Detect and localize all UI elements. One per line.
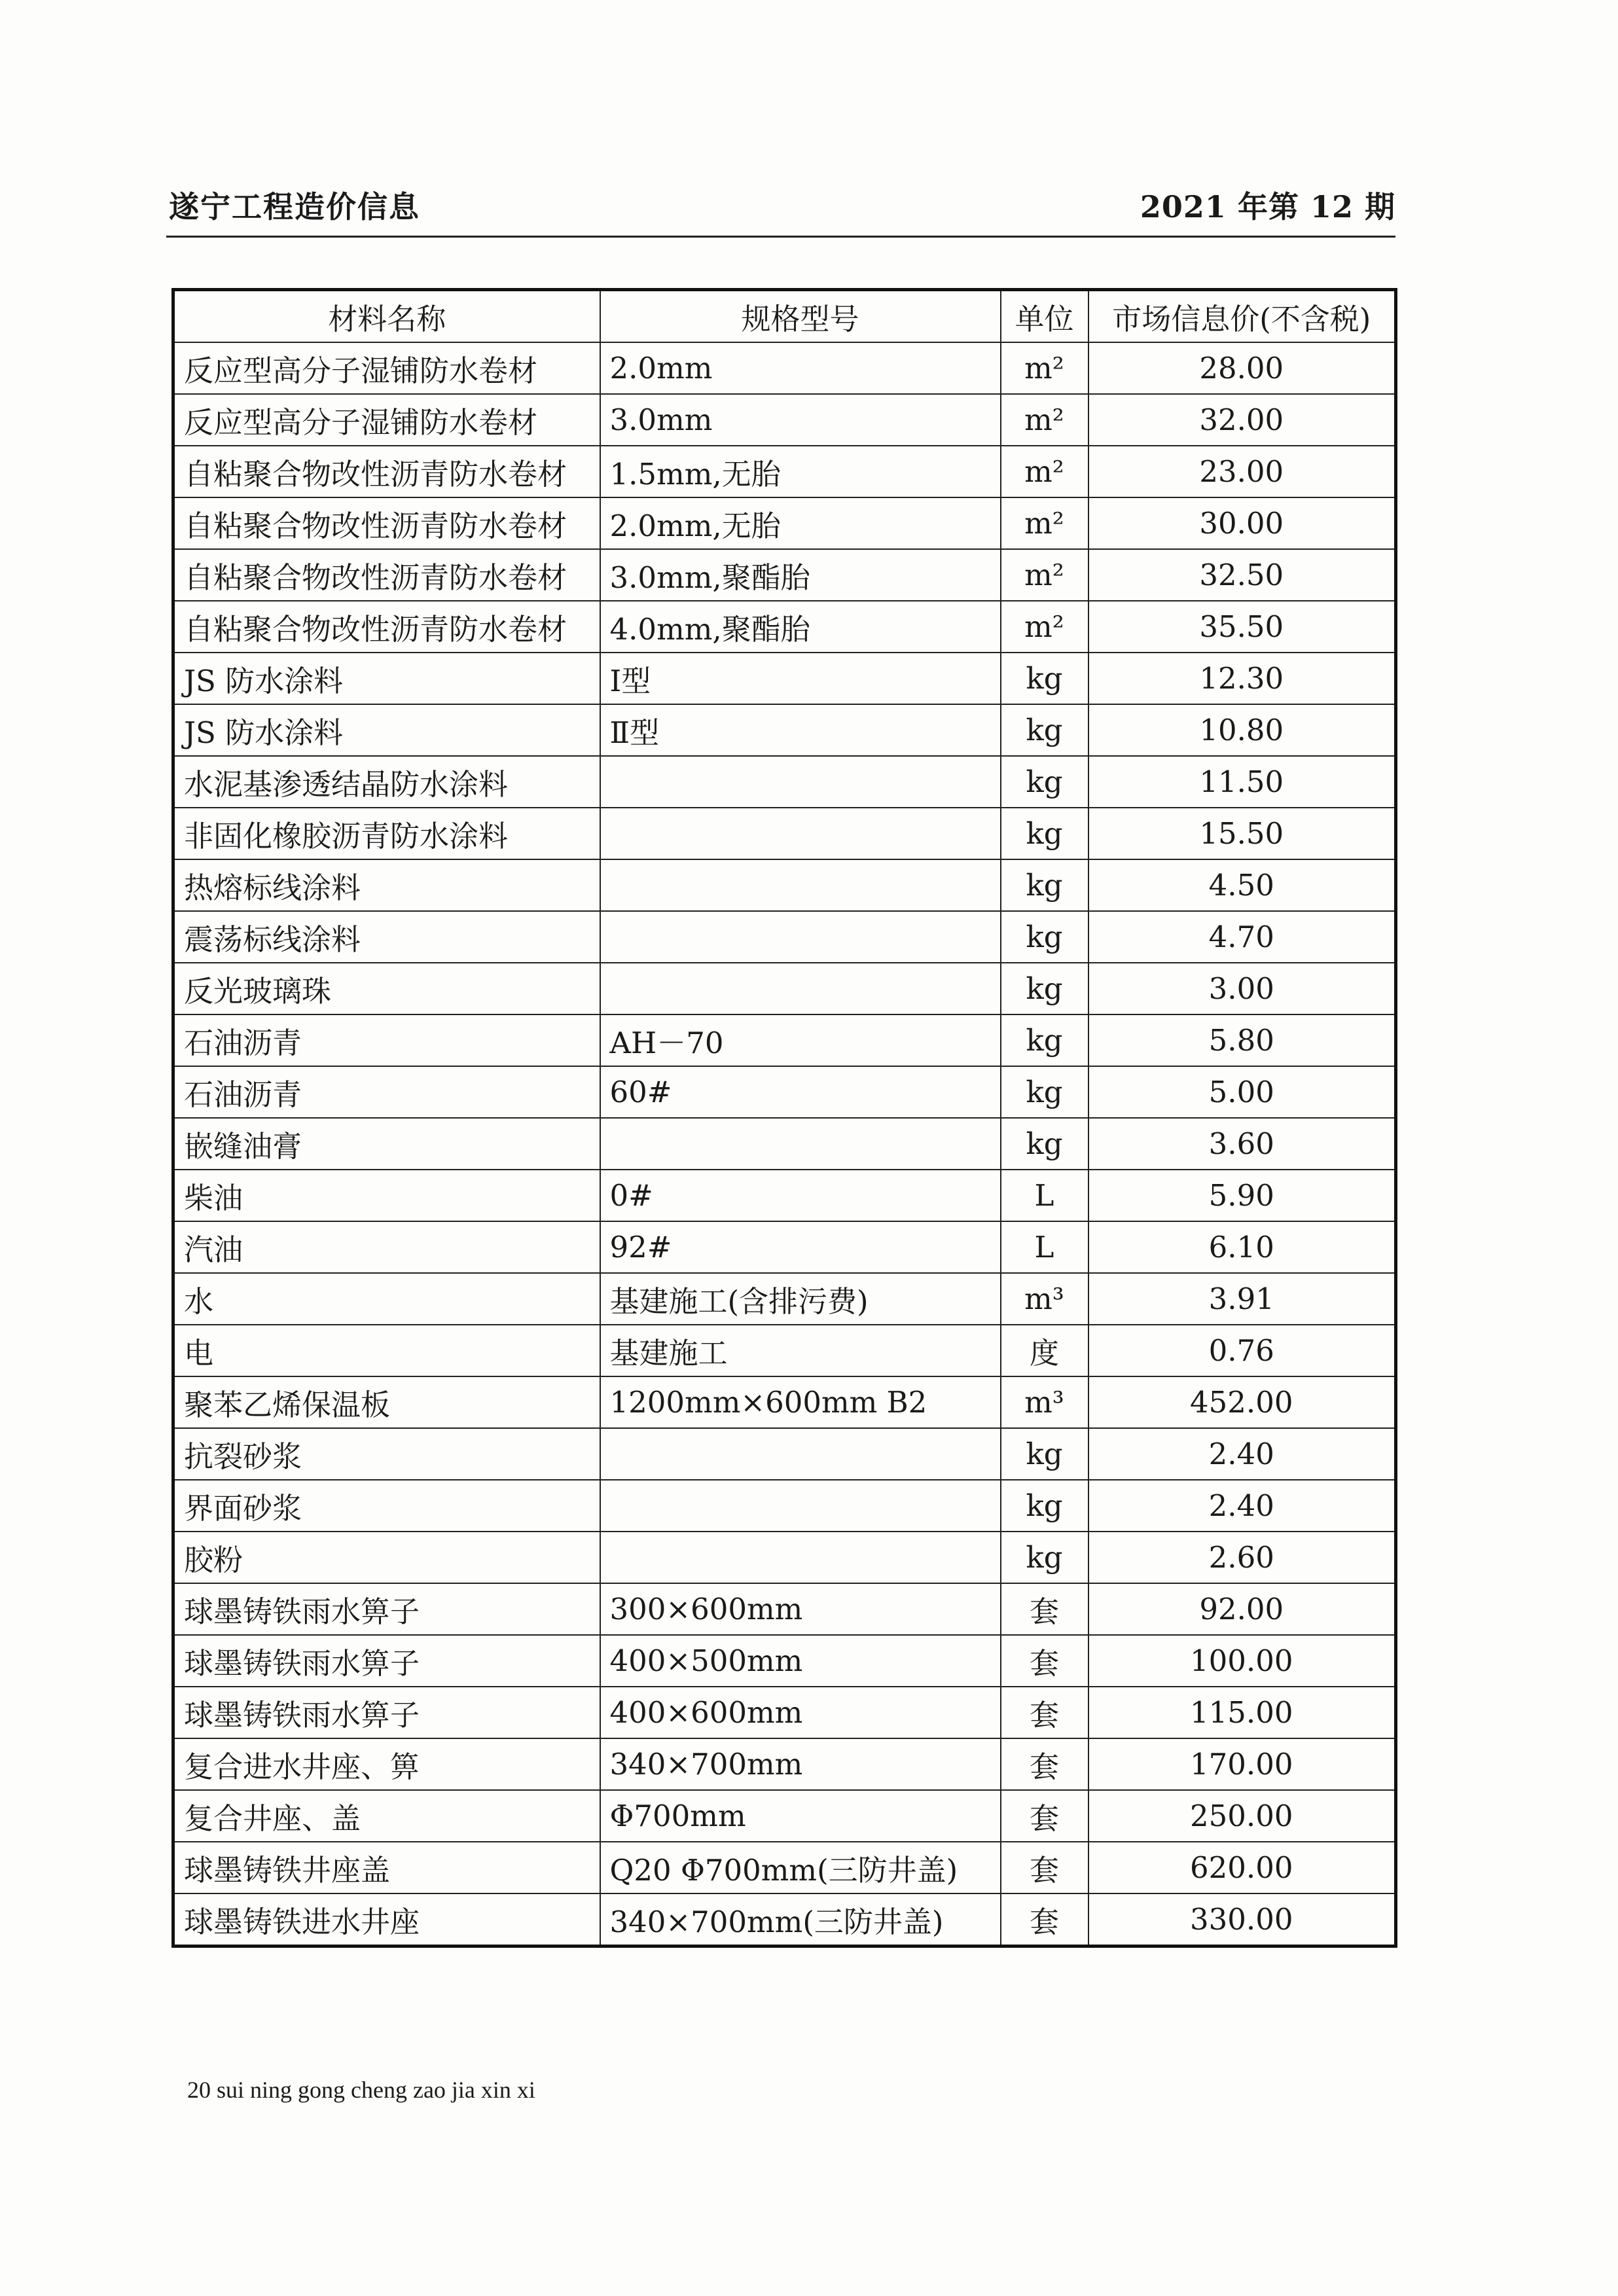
cell-price: 30.00 bbox=[1088, 497, 1396, 549]
page-footer: 20 sui ning gong cheng zao jia xin xi bbox=[187, 2077, 535, 2103]
cell-spec: 340×700mm bbox=[600, 1738, 1001, 1790]
table-row bbox=[173, 653, 1396, 704]
cell-unit: kg bbox=[1001, 756, 1088, 808]
cell-spec bbox=[600, 1428, 1001, 1480]
cell-price: 3.60 bbox=[1088, 1118, 1396, 1170]
cell-price: 115.00 bbox=[1088, 1687, 1396, 1738]
table-row bbox=[173, 342, 1396, 394]
issue-number: 2021 年第 12 期 bbox=[1140, 189, 1395, 224]
cell-unit: kg bbox=[1001, 704, 1088, 756]
cell-spec bbox=[600, 911, 1001, 963]
cell-price: 3.00 bbox=[1088, 963, 1396, 1014]
cell-material-name: 柴油 bbox=[173, 1170, 600, 1221]
cell-spec: 基建施工(含排污费) bbox=[600, 1273, 1001, 1325]
cell-material-name: JS 防水涂料 bbox=[173, 653, 600, 704]
cell-material-name: 反应型高分子湿铺防水卷材 bbox=[173, 394, 600, 446]
cell-spec: 60# bbox=[600, 1066, 1001, 1118]
cell-material-name: 嵌缝油膏 bbox=[173, 1118, 600, 1170]
cell-unit: 套 bbox=[1001, 1635, 1088, 1687]
cell-spec bbox=[600, 859, 1001, 911]
cell-price: 4.50 bbox=[1088, 859, 1396, 911]
cell-unit: 度 bbox=[1001, 1325, 1088, 1376]
cell-spec: 3.0mm,聚酯胎 bbox=[600, 549, 1001, 601]
cell-unit: m² bbox=[1001, 446, 1088, 497]
cell-price: 3.91 bbox=[1088, 1273, 1396, 1325]
cell-unit: kg bbox=[1001, 1066, 1088, 1118]
table-header-row bbox=[173, 290, 1396, 343]
cell-material-name: 水 bbox=[173, 1273, 600, 1325]
cell-unit: kg bbox=[1001, 911, 1088, 963]
cell-material-name: JS 防水涂料 bbox=[173, 704, 600, 756]
cell-material-name: 复合井座、盖 bbox=[173, 1790, 600, 1842]
cell-price: 620.00 bbox=[1088, 1842, 1396, 1893]
cell-spec bbox=[600, 1480, 1001, 1532]
cell-unit: 套 bbox=[1001, 1687, 1088, 1738]
cell-spec: 1.5mm,无胎 bbox=[600, 446, 1001, 497]
cell-material-name: 石油沥青 bbox=[173, 1014, 600, 1066]
cell-unit: 套 bbox=[1001, 1790, 1088, 1842]
table-row bbox=[173, 497, 1396, 549]
cell-spec: Ⅱ型 bbox=[600, 704, 1001, 756]
cell-spec: Φ700mm bbox=[600, 1790, 1001, 1842]
cell-material-name: 球墨铸铁雨水箅子 bbox=[173, 1687, 600, 1738]
cell-spec: 400×500mm bbox=[600, 1635, 1001, 1687]
cell-price: 6.10 bbox=[1088, 1221, 1396, 1273]
cell-price: 4.70 bbox=[1088, 911, 1396, 963]
cell-spec: 基建施工 bbox=[600, 1325, 1001, 1376]
cell-material-name: 自粘聚合物改性沥青防水卷材 bbox=[173, 446, 600, 497]
cell-spec bbox=[600, 756, 1001, 808]
cell-unit: kg bbox=[1001, 808, 1088, 859]
cell-material-name: 球墨铸铁进水井座 bbox=[173, 1893, 600, 1946]
cell-material-name: 水泥基渗透结晶防水涂料 bbox=[173, 756, 600, 808]
cell-spec: Q20 Φ700mm(三防井盖) bbox=[600, 1842, 1001, 1893]
table-row bbox=[173, 1014, 1396, 1066]
cell-unit: kg bbox=[1001, 1014, 1088, 1066]
table-row bbox=[173, 1273, 1396, 1325]
cell-price: 330.00 bbox=[1088, 1893, 1396, 1946]
table-row bbox=[173, 859, 1396, 911]
table-row bbox=[173, 1118, 1396, 1170]
cell-unit: kg bbox=[1001, 653, 1088, 704]
column-header-unit: 单位 bbox=[1001, 290, 1088, 343]
cell-price: 92.00 bbox=[1088, 1583, 1396, 1635]
table-row bbox=[173, 1842, 1396, 1893]
cell-material-name: 胶粉 bbox=[173, 1532, 600, 1583]
cell-unit: kg bbox=[1001, 1118, 1088, 1170]
cell-material-name: 球墨铸铁井座盖 bbox=[173, 1842, 600, 1893]
table-row bbox=[173, 963, 1396, 1014]
price-table-body bbox=[173, 342, 1396, 1946]
cell-price: 5.00 bbox=[1088, 1066, 1396, 1118]
cell-material-name: 球墨铸铁雨水箅子 bbox=[173, 1635, 600, 1687]
cell-price: 0.76 bbox=[1088, 1325, 1396, 1376]
table-row bbox=[173, 1428, 1396, 1480]
cell-unit: 套 bbox=[1001, 1893, 1088, 1946]
cell-material-name: 非固化橡胶沥青防水涂料 bbox=[173, 808, 600, 859]
table-row bbox=[173, 911, 1396, 963]
cell-material-name: 震荡标线涂料 bbox=[173, 911, 600, 963]
column-header-price: 市场信息价(不含税) bbox=[1088, 290, 1396, 343]
cell-spec: 2.0mm bbox=[600, 342, 1001, 394]
table-row bbox=[173, 1376, 1396, 1428]
cell-unit: kg bbox=[1001, 859, 1088, 911]
column-header-name: 材料名称 bbox=[173, 290, 600, 343]
cell-price: 28.00 bbox=[1088, 342, 1396, 394]
table-row bbox=[173, 1325, 1396, 1376]
cell-spec bbox=[600, 1532, 1001, 1583]
cell-spec bbox=[600, 1118, 1001, 1170]
table-row bbox=[173, 446, 1396, 497]
table-row bbox=[173, 1480, 1396, 1532]
cell-unit: m² bbox=[1001, 601, 1088, 653]
table-row bbox=[173, 549, 1396, 601]
cell-price: 5.90 bbox=[1088, 1170, 1396, 1221]
cell-material-name: 热熔标线涂料 bbox=[173, 859, 600, 911]
cell-unit: L bbox=[1001, 1221, 1088, 1273]
table-row bbox=[173, 1687, 1396, 1738]
cell-price: 2.40 bbox=[1088, 1428, 1396, 1480]
cell-material-name: 界面砂浆 bbox=[173, 1480, 600, 1532]
cell-spec: 3.0mm bbox=[600, 394, 1001, 446]
column-header-spec: 规格型号 bbox=[600, 290, 1001, 343]
cell-unit: L bbox=[1001, 1170, 1088, 1221]
cell-spec: 400×600mm bbox=[600, 1687, 1001, 1738]
cell-price: 452.00 bbox=[1088, 1376, 1396, 1428]
cell-unit: kg bbox=[1001, 1480, 1088, 1532]
cell-spec bbox=[600, 963, 1001, 1014]
cell-unit: m² bbox=[1001, 497, 1088, 549]
table-row bbox=[173, 1532, 1396, 1583]
price-table bbox=[171, 288, 1397, 1948]
table-row bbox=[173, 1066, 1396, 1118]
cell-material-name: 抗裂砂浆 bbox=[173, 1428, 600, 1480]
cell-spec: 92# bbox=[600, 1221, 1001, 1273]
table-row bbox=[173, 1635, 1396, 1687]
table-row bbox=[173, 1893, 1396, 1946]
table-row bbox=[173, 1221, 1396, 1273]
cell-unit: m² bbox=[1001, 342, 1088, 394]
table-row bbox=[173, 601, 1396, 653]
cell-price: 5.80 bbox=[1088, 1014, 1396, 1066]
table-row bbox=[173, 1170, 1396, 1221]
cell-spec: 2.0mm,无胎 bbox=[600, 497, 1001, 549]
cell-material-name: 复合进水井座、箅 bbox=[173, 1738, 600, 1790]
table-row bbox=[173, 808, 1396, 859]
cell-unit: 套 bbox=[1001, 1738, 1088, 1790]
cell-material-name: 电 bbox=[173, 1325, 600, 1376]
cell-price: 250.00 bbox=[1088, 1790, 1396, 1842]
cell-price: 11.50 bbox=[1088, 756, 1396, 808]
cell-unit: 套 bbox=[1001, 1583, 1088, 1635]
cell-spec: 0# bbox=[600, 1170, 1001, 1221]
cell-unit: m³ bbox=[1001, 1273, 1088, 1325]
publication-title: 遂宁工程造价信息 bbox=[169, 189, 420, 224]
cell-material-name: 聚苯乙烯保温板 bbox=[173, 1376, 600, 1428]
table-row bbox=[173, 1738, 1396, 1790]
cell-material-name: 自粘聚合物改性沥青防水卷材 bbox=[173, 601, 600, 653]
cell-price: 2.40 bbox=[1088, 1480, 1396, 1532]
cell-unit: m³ bbox=[1001, 1376, 1088, 1428]
page-header bbox=[166, 177, 1395, 238]
cell-unit: kg bbox=[1001, 1428, 1088, 1480]
cell-price: 35.50 bbox=[1088, 601, 1396, 653]
table-row bbox=[173, 1790, 1396, 1842]
cell-material-name: 球墨铸铁雨水箅子 bbox=[173, 1583, 600, 1635]
cell-price: 100.00 bbox=[1088, 1635, 1396, 1687]
cell-spec: 340×700mm(三防井盖) bbox=[600, 1893, 1001, 1946]
cell-price: 10.80 bbox=[1088, 704, 1396, 756]
cell-price: 32.00 bbox=[1088, 394, 1396, 446]
cell-unit: kg bbox=[1001, 963, 1088, 1014]
table-row bbox=[173, 704, 1396, 756]
cell-spec: 1200mm×600mm B2 bbox=[600, 1376, 1001, 1428]
table-row bbox=[173, 394, 1396, 446]
cell-material-name: 反应型高分子湿铺防水卷材 bbox=[173, 342, 600, 394]
cell-unit: 套 bbox=[1001, 1842, 1088, 1893]
cell-unit: kg bbox=[1001, 1532, 1088, 1583]
table-row bbox=[173, 1583, 1396, 1635]
cell-material-name: 石油沥青 bbox=[173, 1066, 600, 1118]
cell-spec: 300×600mm bbox=[600, 1583, 1001, 1635]
cell-material-name: 自粘聚合物改性沥青防水卷材 bbox=[173, 497, 600, 549]
cell-price: 15.50 bbox=[1088, 808, 1396, 859]
cell-price: 2.60 bbox=[1088, 1532, 1396, 1583]
cell-material-name: 汽油 bbox=[173, 1221, 600, 1273]
cell-price: 170.00 bbox=[1088, 1738, 1396, 1790]
cell-price: 32.50 bbox=[1088, 549, 1396, 601]
cell-spec: AH－70 bbox=[600, 1014, 1001, 1066]
cell-material-name: 反光玻璃珠 bbox=[173, 963, 600, 1014]
cell-spec: 4.0mm,聚酯胎 bbox=[600, 601, 1001, 653]
cell-material-name: 自粘聚合物改性沥青防水卷材 bbox=[173, 549, 600, 601]
cell-unit: m² bbox=[1001, 549, 1088, 601]
cell-spec bbox=[600, 808, 1001, 859]
cell-price: 12.30 bbox=[1088, 653, 1396, 704]
table-row bbox=[173, 756, 1396, 808]
cell-unit: m² bbox=[1001, 394, 1088, 446]
cell-price: 23.00 bbox=[1088, 446, 1396, 497]
cell-spec: Ⅰ型 bbox=[600, 653, 1001, 704]
